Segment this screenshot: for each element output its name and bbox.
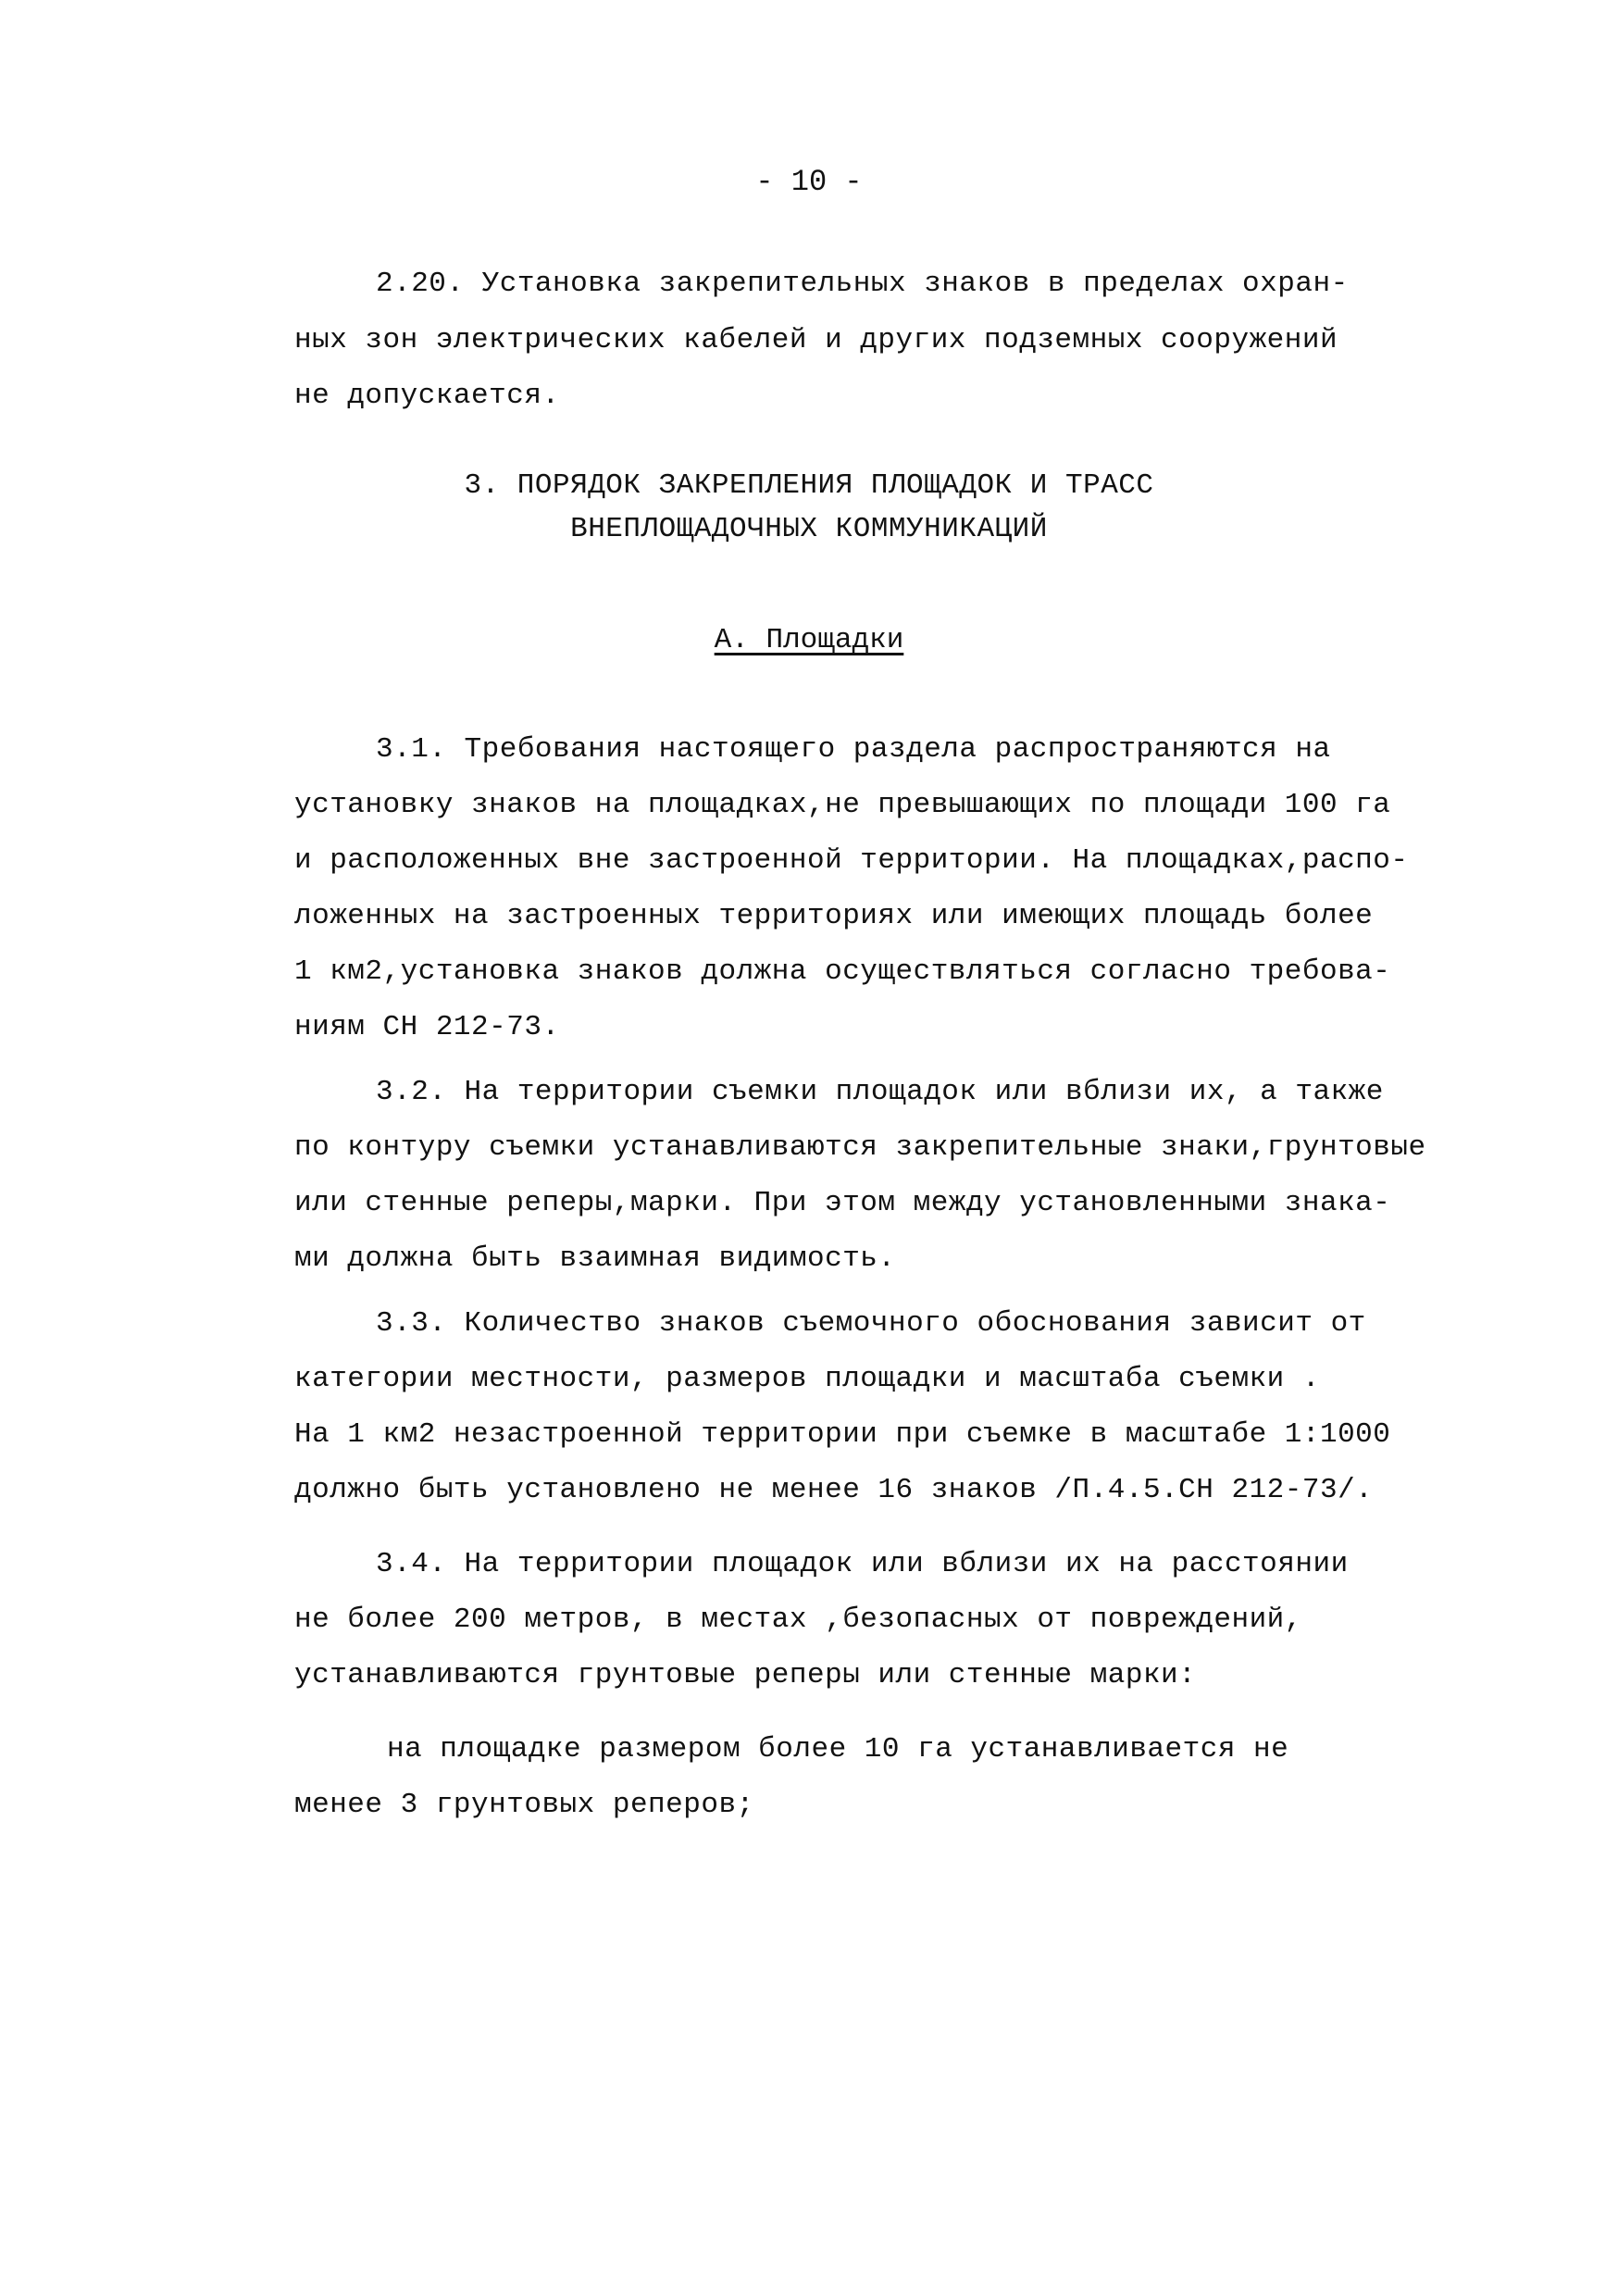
paragraph-line: установку знаков на площадках,не превышающих по площади 100 га xyxy=(294,789,1391,821)
paragraph-line: ми должна быть взаимная видимость. xyxy=(294,1242,896,1275)
paragraph-line: по контуру съемки устанавливаются закрепительные знаки,грунтовые xyxy=(294,1131,1426,1164)
paragraph-line: ных зон электрических кабелей и других подземных сооружений xyxy=(294,324,1338,356)
paragraph-line: или стенные реперы,марки. При этом между установленными знака- xyxy=(294,1187,1391,1219)
paragraph-line: 3.3. Количество знаков съемочного обоснования зависит от xyxy=(376,1307,1366,1340)
paragraph-line: ложенных на застроенных территориях или имеющих площадь более xyxy=(294,900,1374,932)
section-subtitle xyxy=(0,622,1618,659)
paragraph-line: ниям СН 212-73. xyxy=(294,1011,560,1043)
paragraph-line: 1 км2,установка знаков должна осуществляться согласно требова- xyxy=(294,955,1391,988)
paragraph-line: 3.1. Требования настоящего раздела распространяются на xyxy=(376,733,1331,766)
section-subtitle-text: А. Площадки xyxy=(714,624,904,656)
paragraph-line: на площадке размером более 10 га устанавливается не xyxy=(387,1733,1289,1766)
paragraph-line: 2.20. Установка закрепительных знаков в пределах охран- xyxy=(376,268,1349,300)
section-title-line-2: ВНЕПЛОЩАДОЧНЫХ КОММУНИКАЦИЙ xyxy=(570,513,1048,545)
paragraph-line: категории местности, размеров площадки и масштаба съемки . xyxy=(294,1363,1320,1395)
paragraph-line: и расположенных вне застроенной территории. На площадках,распо- xyxy=(294,844,1409,877)
paragraph-line: устанавливаются грунтовые реперы или стенные марки: xyxy=(294,1659,1197,1691)
paragraph-line: На 1 км2 незастроенной территории при съемке в масштабе 1:1000 xyxy=(294,1418,1391,1451)
paragraph-line: не более 200 метров, в местах ,безопасных от повреждений, xyxy=(294,1603,1302,1636)
paragraph-line: должно быть установлено не менее 16 знаков /П.4.5.СН 212-73/. xyxy=(294,1474,1374,1506)
section-title-line-1: 3. ПОРЯДОК ЗАКРЕПЛЕНИЯ ПЛОЩАДОК И ТРАСС xyxy=(464,469,1154,502)
paragraph-line: не допускается. xyxy=(294,380,560,412)
page-number: - 10 - xyxy=(755,165,863,199)
paragraph-line: менее 3 грунтовых реперов; xyxy=(294,1789,754,1821)
paragraph-line: 3.2. На территории съемки площадок или вблизи их, а также xyxy=(376,1076,1384,1108)
paragraph-line: 3.4. На территории площадок или вблизи их на расстоянии xyxy=(376,1548,1349,1580)
